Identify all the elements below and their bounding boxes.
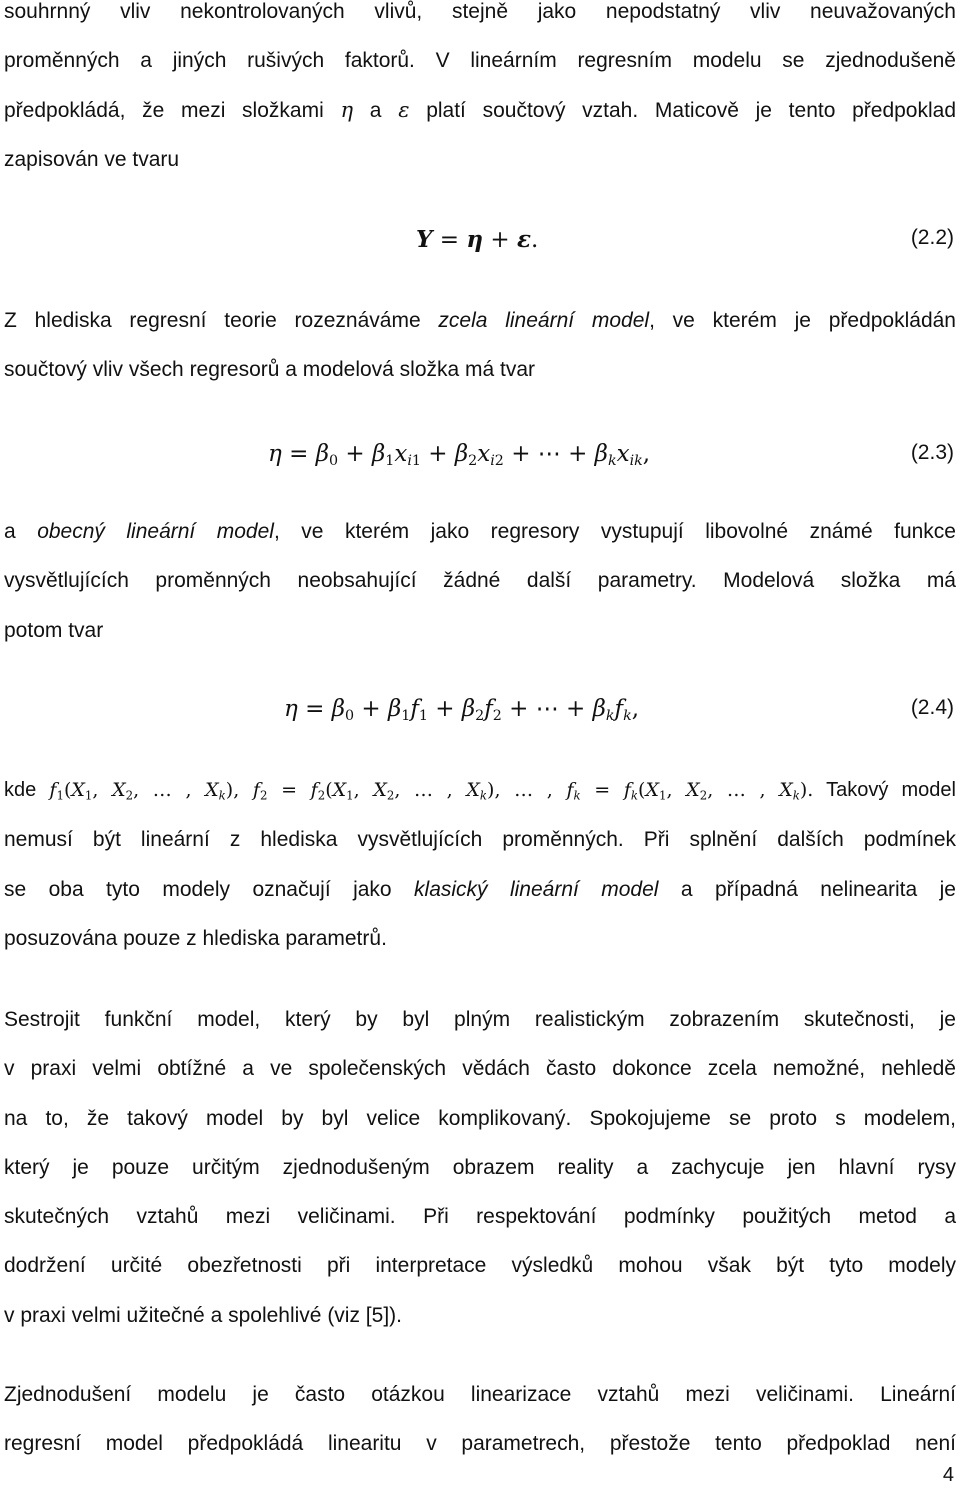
text-line: potom tvar <box>4 618 104 642</box>
paragraph-5 <box>4 995 956 1340</box>
equation-2-4 <box>0 696 960 736</box>
text-line: nemusí být lineární z hlediska vysvětlujících proměnných. Při splnění dalších podmínek <box>4 828 956 852</box>
text-line: Sestrojit funkční model, který by byl plným realistickým zobrazením skutečnosti, je <box>4 1008 956 1031</box>
text-line: posuzována pouze z hlediska parametrů. <box>4 926 387 950</box>
equation-number: (2.2) <box>910 226 954 249</box>
page-number: 4 <box>942 1464 954 1486</box>
equation-number: (2.3) <box>910 441 954 464</box>
text-line: zapisován ve tvaru <box>4 147 180 171</box>
paragraph-4 <box>4 766 956 963</box>
text-line: vysvětlujících proměnných neobsahující žádné další parametry. Modelová složka má <box>4 569 956 593</box>
paragraph-6 <box>4 1370 956 1469</box>
equation-2-2 <box>0 226 960 266</box>
text-line: Zjednodušení modelu je často otázkou linearizace vztahů mezi veličinami. Lineární <box>4 1383 956 1406</box>
text-line: Z hlediska regresní teorie rozeznáváme zcela lineární model, ve kterém je předpokládán <box>4 309 956 332</box>
text-line: dodržení určité obezřetnosti při interpretace výsledků mohou však být tyto modely <box>4 1254 956 1278</box>
equation-2-3 <box>0 441 960 481</box>
equation-expression: Y = η + ε. <box>416 226 539 253</box>
text-line: regresní model předpokládá linearitu v parametrech, přestože tento předpoklad není <box>4 1432 956 1456</box>
text-line: součtový vliv všech regresorů a modelová složka má tvar <box>4 358 536 382</box>
text-line: který je pouze určitým zjednodušeným obrazem reality a zachycuje jen hlavní rysy <box>4 1155 956 1179</box>
paragraph-2 <box>4 296 956 395</box>
text-line: proměnných a jiných rušivých faktorů. V lineárním regresním modelu se zjednodušeně <box>4 49 956 73</box>
text-line: a obecný lineární model, ve kterém jako regresory vystupují libovolné známé funkce <box>4 520 956 543</box>
text-line: kde $f_1(X_1$, $X_2$, … , $X_k$), $f_2 = f_2(X_1$, $X_2$, … , $X_k$), … , $f_k = f_k(X_1$, $X_2$, … , $X_k$). Takový model <box>4 779 956 803</box>
text-line: v praxi velmi obtížné a ve společenských vědách často dokonce zcela nemožné, nehledě <box>4 1057 956 1081</box>
text-line: v praxi velmi užitečné a spolehlivé (viz [5]). <box>4 1303 402 1327</box>
text-line: se oba tyto modely označují jako klasický lineární model a případná nelinearita je <box>4 877 956 901</box>
text-line: na to, že takový model by byl velice komplikovaný. Spokojujeme se proto s modelem, <box>4 1106 956 1130</box>
paragraph-3 <box>4 507 956 655</box>
equation-expression: $\eta = \beta_0 + \beta_1f_1 + \beta_2f_2$ + ⋯ + $\beta_kf_k$, <box>284 696 640 724</box>
equation-number: (2.4) <box>910 696 954 719</box>
paragraph-1 <box>4 0 956 184</box>
equation-expression: $\eta = \beta_0 + \beta_1x_{i1} + \beta_2x_{i2}$ + ⋯ + $\beta_kx_{ik}$, <box>268 441 651 469</box>
text-line: předpokládá, že mezi složkami η a ε platí součtový vztah. Maticově je tento předpoklad <box>4 97 957 122</box>
text-line: souhrnný vliv nekontrolovaných vlivů, stejně jako nepodstatný vliv neuvažovaných <box>4 0 956 23</box>
text-line: skutečných vztahů mezi veličinami. Při respektování podmínky použitých metod a <box>4 1205 956 1229</box>
